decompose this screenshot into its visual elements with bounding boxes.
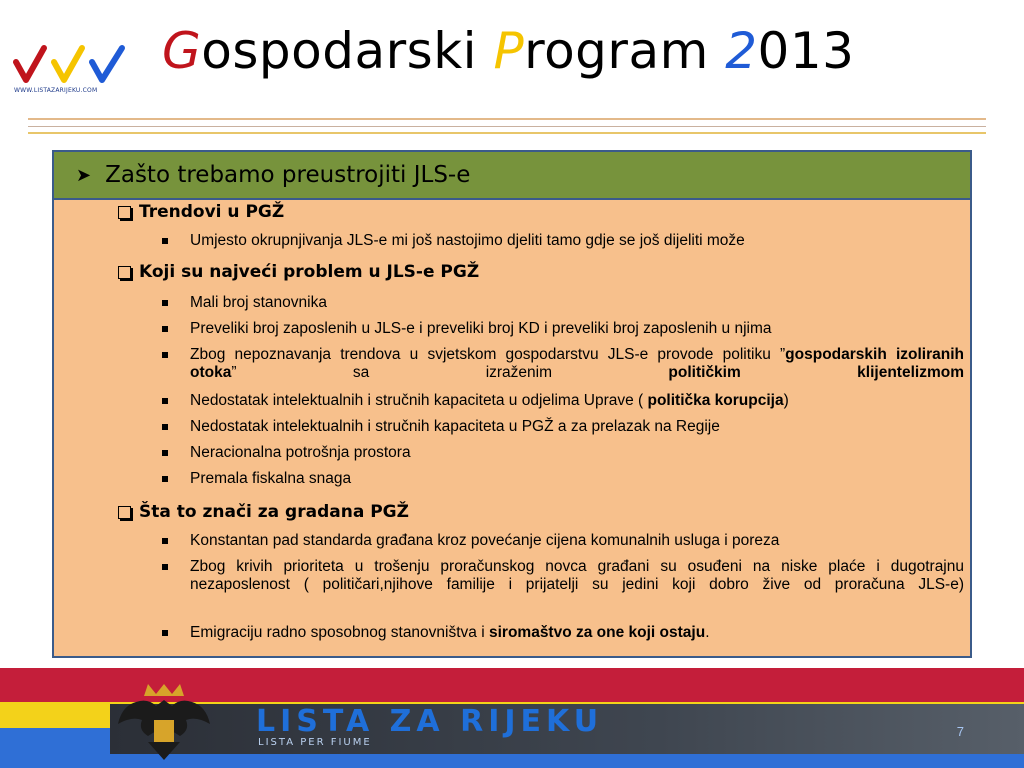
square-bullet-icon <box>162 424 168 430</box>
list-item-text-part: . <box>705 624 710 641</box>
list-item <box>164 444 964 462</box>
list-item-text: Umjesto okrupnjivanja JLS-e mi još nastojimo djeliti tamo gdje se još dijeliti može <box>190 232 745 249</box>
list-item-text: Zbog krivih prioriteta u trošenju proračunskog novca građani su osuđeni na niske plaće i dugotrajnu nezaposlenost ( političari,njihove familije i prijatelji su jedini koji dobro žive od proračuna JLS-e) <box>190 558 964 593</box>
section-title <box>118 262 479 282</box>
brand-subtitle: LISTA PER FIUME <box>258 737 372 748</box>
checkbox-bullet-icon <box>118 266 131 279</box>
title-letter-g: G <box>162 22 202 80</box>
list-item <box>164 558 964 612</box>
square-bullet-icon <box>162 476 168 482</box>
list-item-emphasis: siromaštvo za one koji ostaju <box>488 624 706 641</box>
square-bullet-icon <box>162 238 168 244</box>
list-item-text: Konstantan pad standarda građana kroz povećanje cijena komunalnih usluga i poreza <box>190 532 780 549</box>
divider-line <box>28 126 986 127</box>
square-bullet-icon <box>162 300 168 306</box>
list-item-text-part: Zbog nepoznavanja trendova u svjetskom gospodarstvu JLS-e provode politiku ” <box>190 346 786 363</box>
list-item-text-part: Nedostatak intelektualnih i stručnih kapaciteta u odjelima Uprave ( <box>190 392 648 409</box>
square-bullet-icon <box>162 326 168 332</box>
list-item-text: Neracionalna potrošnja prostora <box>190 444 411 461</box>
list-item <box>164 418 964 436</box>
title-part-3: 013 <box>757 22 855 80</box>
section-title <box>118 202 284 222</box>
square-bullet-icon <box>162 630 168 636</box>
square-bullet-icon <box>162 538 168 544</box>
list-item <box>164 470 964 488</box>
square-bullet-icon <box>162 450 168 456</box>
list-item-text: Mali broj stanovnika <box>190 294 327 311</box>
content-panel <box>52 150 972 658</box>
list-item-text-part: Emigraciju radno sposobnog stanovništva i <box>190 624 489 641</box>
checkbox-bullet-icon <box>118 506 131 519</box>
list-item <box>164 392 964 410</box>
triple-checkmark-logo-icon <box>10 40 140 90</box>
panel-heading-text: Zašto trebamo preustrojiti JLS-e <box>105 162 471 188</box>
section-title-text: Šta to znači za gradana PGŽ <box>139 502 409 522</box>
page-number: 7 <box>956 724 964 739</box>
square-bullet-icon <box>162 564 168 570</box>
brand-name: LISTA ZA RIJEKU <box>256 704 604 739</box>
title-digit-2: 2 <box>725 22 758 80</box>
divider-line <box>28 118 986 120</box>
list-item-text <box>190 392 964 410</box>
logo-url: WWW.LISTAZARIJEKU.COM <box>14 87 98 94</box>
title-part-2: rogram <box>524 22 726 80</box>
list-item-text-part: ” sa izraženim <box>231 364 669 381</box>
list-item-text: Preveliki broj zaposlenih u JLS-e i preveliki broj KD i preveliki broj zaposlenih u njima <box>190 320 772 337</box>
list-item <box>164 320 964 338</box>
logo <box>10 40 140 100</box>
arrow-bullet-icon: ➤ <box>76 164 92 186</box>
list-item <box>164 294 964 312</box>
title-letter-p: P <box>493 22 525 80</box>
list-item <box>164 624 964 642</box>
slide-title <box>162 22 854 80</box>
list-item-text: Nedostatak intelektualnih i stručnih kapaciteta u PGŽ a za prelazak na Regije <box>190 418 720 435</box>
list-item-emphasis: gospodarskih izoliranih otoka <box>190 346 964 381</box>
section-title-text: Koji su najveći problem u JLS-e PGŽ <box>139 262 480 282</box>
title-part-1: ospodarski <box>201 22 494 80</box>
divider-line <box>28 132 986 134</box>
list-item <box>164 232 964 250</box>
list-item-text <box>190 624 964 642</box>
square-bullet-icon <box>162 398 168 404</box>
section-title <box>118 502 409 522</box>
square-bullet-icon <box>162 352 168 358</box>
footer-banner <box>0 668 1024 768</box>
list-item-emphasis: političkim klijentelizmom <box>668 364 964 381</box>
list-item-text: Premala fiskalna snaga <box>190 470 352 487</box>
list-item <box>164 532 964 550</box>
list-item-text-part: ) <box>783 392 789 409</box>
section-title-text: Trendovi u PGŽ <box>139 202 285 222</box>
checkbox-bullet-icon <box>118 206 131 219</box>
coat-of-arms-icon <box>114 676 214 766</box>
panel-heading <box>54 152 970 200</box>
list-item-emphasis: politička korupcija <box>647 392 784 409</box>
